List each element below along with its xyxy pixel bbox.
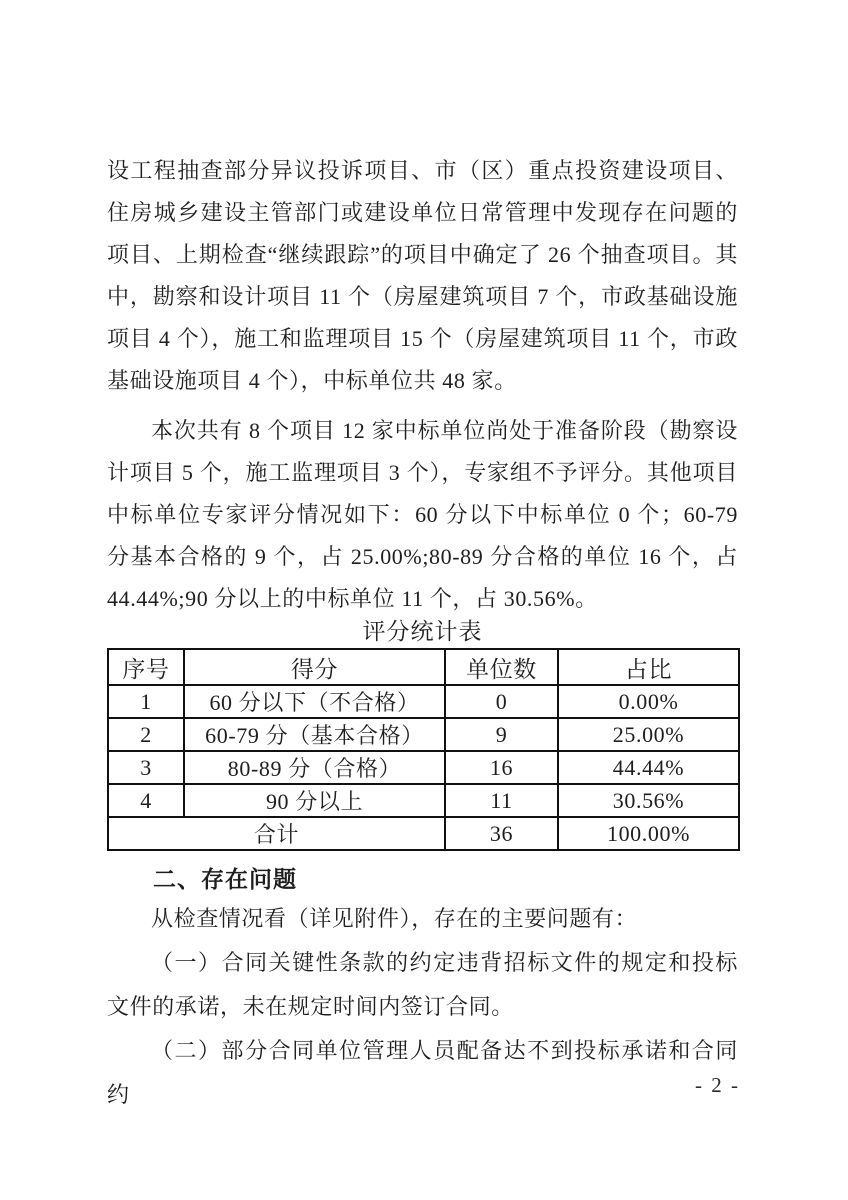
cell-score: 80-89 分（合格） <box>184 751 445 784</box>
col-header-index: 序号 <box>108 649 184 685</box>
cell-unit-count: 9 <box>445 718 558 751</box>
table-total-row <box>108 817 739 850</box>
page-number: - 2 - <box>695 1073 740 1097</box>
cell-ratio: 25.00% <box>558 718 739 751</box>
cell-index: 4 <box>108 784 184 817</box>
section-body <box>107 897 738 1117</box>
cell-score: 60 分以下（不合格） <box>184 685 445 718</box>
table-title: 评分统计表 <box>362 619 483 644</box>
cell-index: 3 <box>108 751 184 784</box>
cell-score: 60-79 分（基本合格） <box>184 718 445 751</box>
table-row <box>108 784 739 817</box>
table-row <box>108 685 739 718</box>
col-header-unit-count: 单位数 <box>445 649 558 685</box>
cell-total-percent: 100.00% <box>558 817 739 850</box>
cell-ratio: 30.56% <box>558 784 739 817</box>
table-header-row <box>108 649 739 685</box>
cell-ratio: 0.00% <box>558 685 739 718</box>
cell-index: 2 <box>108 718 184 751</box>
body-paragraph-2: 本次共有 8 个项目 12 家中标单位尚处于准备阶段（勘察设计项目 5 个，施工监理项目 3 个），专家组不予评分。其他项目中标单位专家评分情况如下：60 分以下中标单位 0 个；60-79 分基本合格的 9 个，占 25.00%;80-89 分合格的单位 16 个，占 44.44%;90 分以上的中标单位 11 个，占 30.56%。 <box>107 418 738 611</box>
cell-total-count: 36 <box>445 817 558 850</box>
cell-score: 90 分以上 <box>184 784 445 817</box>
cell-unit-count: 16 <box>445 751 558 784</box>
body-paragraph-1: 设工程抽查部分异议投诉项目、市（区）重点投资建设项目、住房城乡建设主管部门或建设单位日常管理中发现存在问题的项目、上期检查“继续跟踪”的项目中确定了 26 个抽查项目。其中，勘察和设计项目 11 个（房屋建筑项目 7 个，市政基础设施项目 4 个），施工和监理项目 15 个（房屋建筑项目 11 个，市政基础设施项目 4 个），中标单位共 48 家。 <box>107 158 738 393</box>
section-paragraph-3: （二）部分合同单位管理人员配备达不到投标承诺和合同约 <box>107 1038 738 1107</box>
cell-total-label: 合计 <box>108 817 445 850</box>
cell-unit-count: 11 <box>445 784 558 817</box>
section-paragraph-1: 从检查情况看（详见附件），存在的主要问题有： <box>151 906 638 931</box>
page-content <box>107 150 738 1117</box>
table-row <box>108 751 739 784</box>
section-heading: 二、存在问题 <box>153 866 297 892</box>
col-header-ratio: 占比 <box>558 649 739 685</box>
cell-ratio: 44.44% <box>558 751 739 784</box>
col-header-score: 得分 <box>184 649 445 685</box>
cell-index: 1 <box>108 685 184 718</box>
score-statistics-table <box>107 648 740 851</box>
cell-unit-count: 0 <box>445 685 558 718</box>
table-row <box>108 718 739 751</box>
section-paragraph-2: （一）合同关键性条款的约定违背招标文件的规定和投标文件的承诺，未在规定时间内签订合同。 <box>107 950 738 1019</box>
